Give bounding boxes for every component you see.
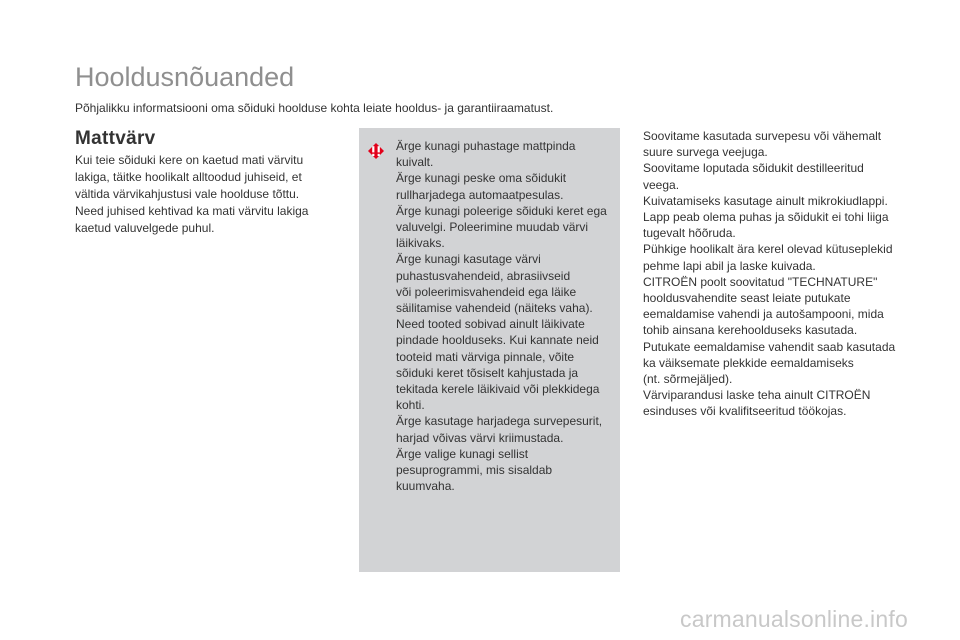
care-line: suure survega veejuga. xyxy=(643,145,768,160)
warning-line: Ärge kunagi poleerige sõiduki keret ega xyxy=(396,203,607,218)
care-line: eemaldamise vahendi ja autošampooni, mida xyxy=(643,307,884,322)
warning-line: puhastusvahendeid, abrasiivseid xyxy=(396,268,571,283)
warning-exclamation-icon xyxy=(367,142,385,160)
warning-line: pesuprogrammi, mis sisaldab xyxy=(396,463,553,478)
care-line: Soovitame kasutada survepesu või vähemalt xyxy=(643,129,882,143)
page-title: Hooldusnõuanded xyxy=(75,62,295,92)
warning-line: pindade hoolduseks. Kui kannate neid xyxy=(396,333,599,348)
intro-line: vältida värvikahjustusi vale hoolduse tõttu. xyxy=(75,187,300,201)
section-heading: Mattvärv xyxy=(75,128,156,149)
care-line: tohib ainsana kerehoolduseks kasutada. xyxy=(643,323,858,338)
warning-line: kohti. xyxy=(396,398,425,413)
warning-line: valuvelgi. Poleerimine muudab värvi xyxy=(396,220,589,235)
care-line: pehme lapi abil ja laske kuivada. xyxy=(643,258,816,273)
warning-line: sõiduki keret tõsiselt kahjustada ja xyxy=(396,365,579,380)
care-line: esinduses või kvalifitseeritud töökojas. xyxy=(643,404,847,419)
care-line: Soovitame loputada sõidukit destilleeritud xyxy=(643,161,864,176)
warning-box xyxy=(359,128,620,572)
warning-line: tooteid mati värviga pinnale, võite xyxy=(396,349,575,364)
care-instructions xyxy=(643,128,918,420)
warning-line: säilitamise vahendeid (näiteks vaha). xyxy=(396,301,593,316)
warning-line: Ärge kunagi puhastage mattpinda xyxy=(396,139,576,153)
warning-text xyxy=(396,138,612,494)
care-line: (nt. sõrmejäljed). xyxy=(643,372,733,387)
intro-paragraph xyxy=(75,152,340,237)
care-line: tugevalt hõõruda. xyxy=(643,226,736,241)
warning-line: või poleerimisvahendeid ega läike xyxy=(396,284,577,299)
page-subtitle: Põhjalikku informatsiooni oma sõiduki hoolduse kohta leiate hooldus- ja garantiiraamatust. xyxy=(75,101,554,115)
intro-line: Need juhised kehtivad ka mati värvitu lakiga xyxy=(75,204,309,218)
intro-line: kaetud valuvelgede puhul. xyxy=(75,221,215,235)
care-line: CITROËN poolt soovitatud "TECHNATURE" xyxy=(643,274,878,289)
warning-line: tekitada kerele läikivaid või plekkidega xyxy=(396,382,600,397)
care-line: Putukate eemaldamise vahendit saab kasutada xyxy=(643,339,896,354)
warning-line: kuumvaha. xyxy=(396,479,455,494)
care-line: Värviparandusi laske teha ainult CITROËN xyxy=(643,388,871,403)
warning-line: läikivaks. xyxy=(396,236,445,251)
care-line: Kuivatamiseks kasutage ainult mikrokiudlappi. xyxy=(643,193,888,208)
warning-line: kuivalt. xyxy=(396,155,434,170)
watermark: carmanualsonline.info xyxy=(680,606,908,632)
care-line: veega. xyxy=(643,177,680,192)
care-line: ka väiksemate plekkide eemaldamiseks xyxy=(643,355,854,370)
warning-line: Ärge kasutage harjadega survepesurit, xyxy=(396,414,603,429)
warning-line: harjad võivas värvi kriimustada. xyxy=(396,430,564,445)
care-line: Lapp peab olema puhas ja sõidukit ei tohi liiga xyxy=(643,210,889,225)
warning-line: rullharjadega automaatpesulas. xyxy=(396,187,564,202)
warning-line: Ärge valige kunagi sellist xyxy=(396,446,529,461)
care-line: Pühkige hoolikalt ära kerel olevad kütuseplekid xyxy=(643,242,893,257)
care-line: hooldusvahendite seast leiate putukate xyxy=(643,291,851,306)
warning-line: Ärge kunagi peske oma sõidukit xyxy=(396,171,567,186)
warning-line: Need tooted sobivad ainult läikivate xyxy=(396,317,585,332)
intro-line: Kui teie sõiduki kere on kaetud mati värvitu xyxy=(75,153,304,167)
intro-line: lakiga, täitke hoolikalt alltoodud juhiseid, et xyxy=(75,170,302,184)
warning-line: Ärge kunagi kasutage värvi xyxy=(396,252,541,267)
